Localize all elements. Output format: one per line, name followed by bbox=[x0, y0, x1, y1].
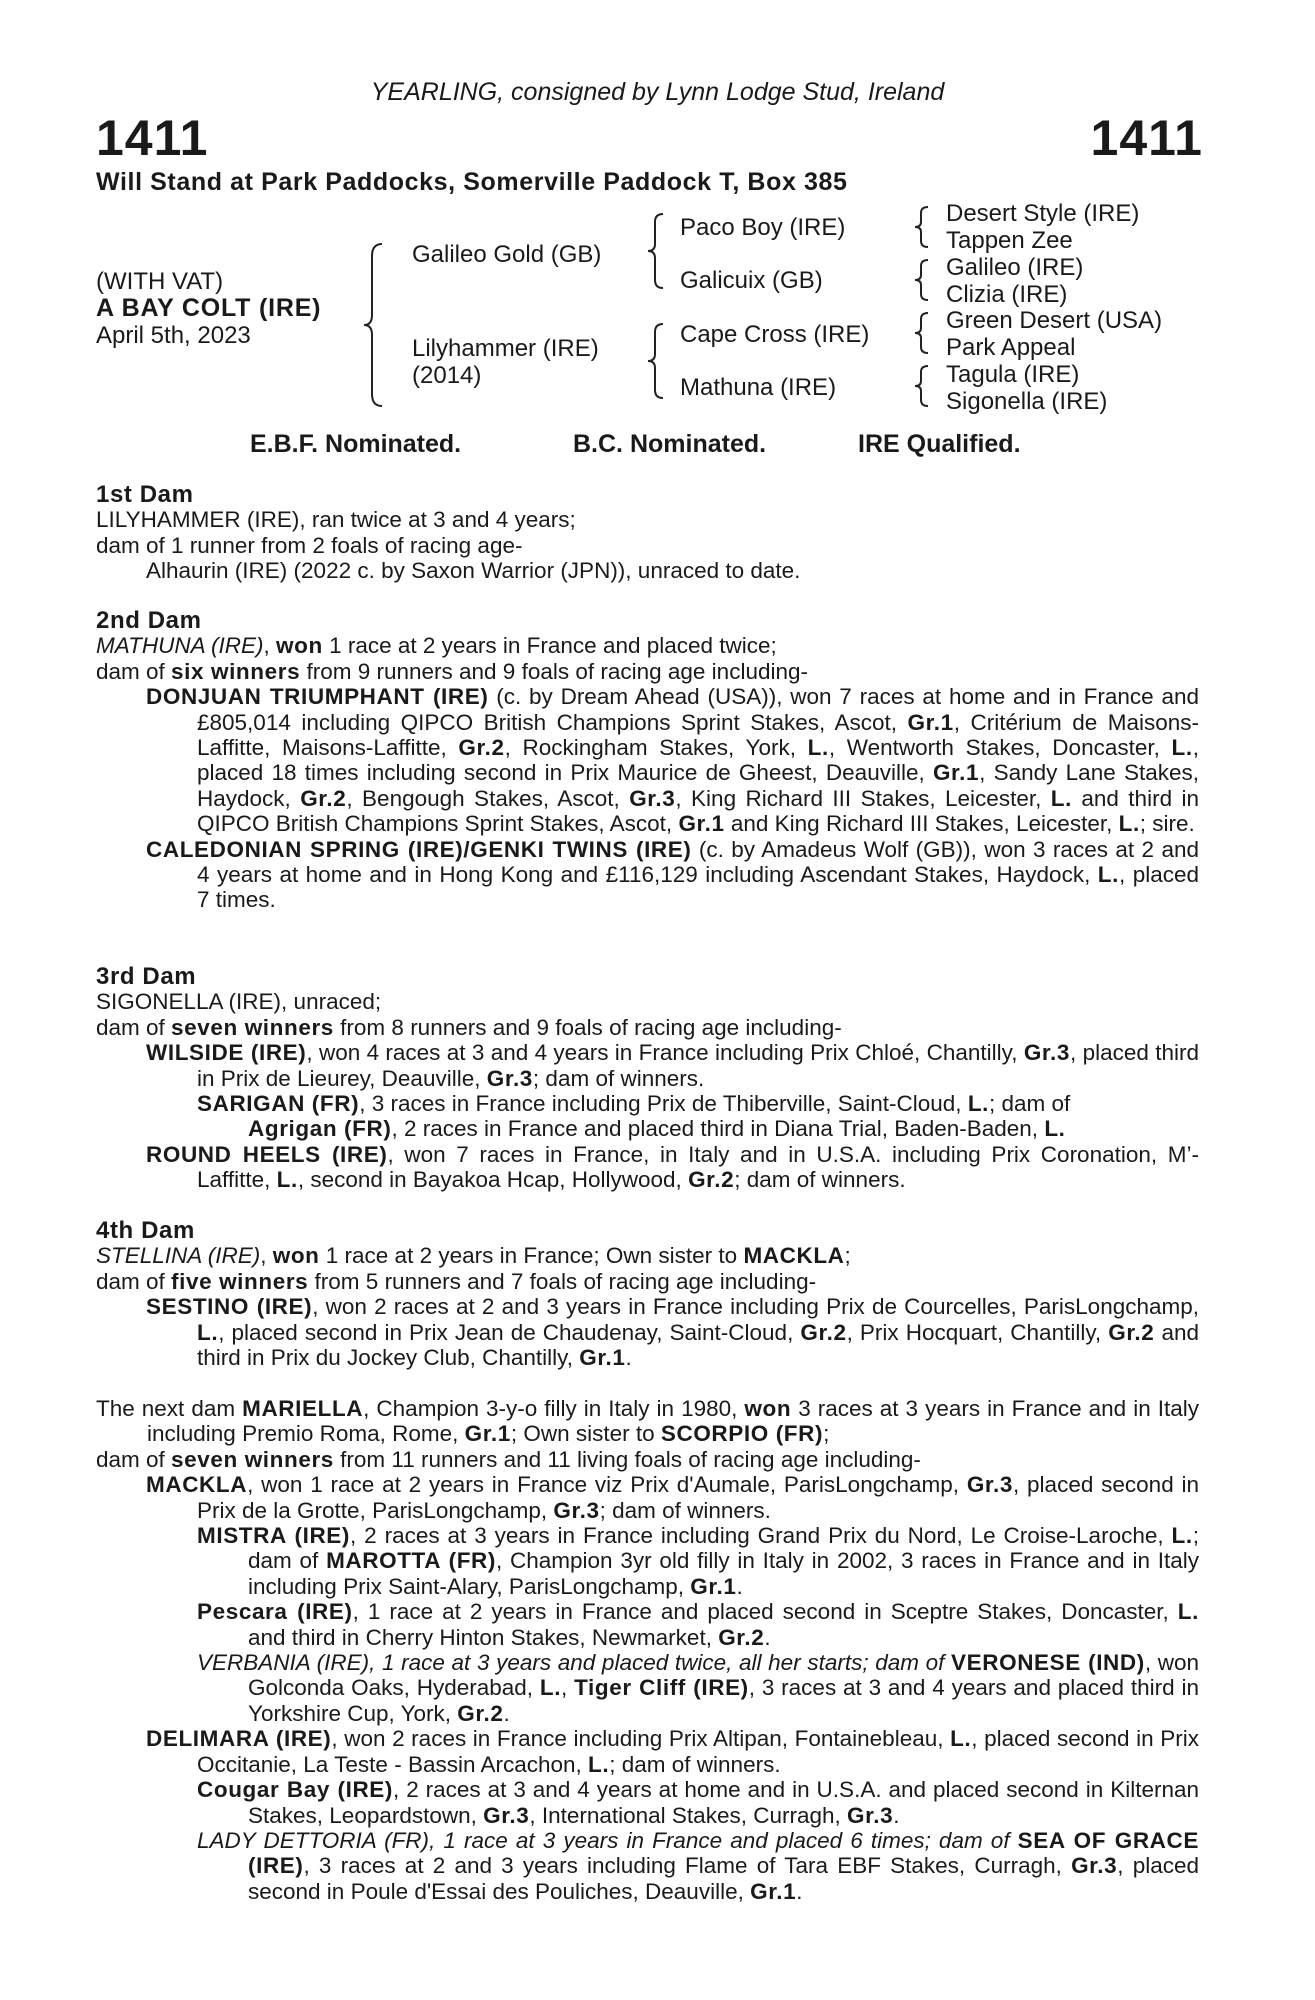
ebf-nominated: E.B.F. Nominated. bbox=[250, 430, 462, 458]
text: from 8 runners and 9 foals of racing age including- bbox=[333, 1014, 842, 1040]
text: , second in Bayakoa Hcap, Hollywood, bbox=[297, 1167, 689, 1193]
text: and third in Prix du Jockey Club, Chantilly, bbox=[197, 1319, 1200, 1371]
pedigree-bracket-dam bbox=[645, 320, 669, 402]
text: . bbox=[796, 1878, 803, 1904]
winners-count: six winners bbox=[171, 658, 301, 684]
text: 1 race at 2 years in France; Own sister to bbox=[319, 1243, 744, 1269]
third-dam-section bbox=[96, 964, 1199, 1193]
pedigree-sdd: Clizia (IRE) bbox=[946, 281, 1068, 308]
fourth-dam-line: STELLINA (IRE), won 1 race at 2 years in France; Own sister to MACKLA; bbox=[96, 1243, 851, 1269]
ire-qualified: IRE Qualified. bbox=[858, 430, 1021, 458]
text: . bbox=[625, 1345, 632, 1371]
grade: Gr.3 bbox=[553, 1497, 600, 1523]
consignment-subtitle: YEARLING, consigned by Lynn Lodge Stud, Ireland bbox=[370, 78, 945, 106]
text: , won 2 races at 2 and 3 years in France including Prix de Courcelles, ParisLongchamp, bbox=[312, 1294, 1199, 1320]
text: , 3 races at 3 and 4 years and placed third in Yorkshire Cup, York, bbox=[248, 1675, 1199, 1726]
text: , Rockingham Stakes, York, bbox=[504, 735, 808, 761]
produce-mackla bbox=[96, 1472, 1199, 1523]
next-dam-line bbox=[96, 1396, 1199, 1447]
next-dam-name: MARIELLA bbox=[242, 1396, 364, 1421]
first-dam-line: LILYHAMMER (IRE), ran twice at 3 and 4 years; bbox=[96, 507, 576, 533]
pedigree-sire-sire: Paco Boy (IRE) bbox=[680, 214, 846, 241]
text: , 3 races at 2 and 3 years including Flame of Tara EBF Stakes, Curragh, bbox=[303, 1853, 1072, 1879]
text: . bbox=[893, 1802, 900, 1828]
pedigree-bracket-ds bbox=[912, 310, 934, 356]
text: ; bbox=[823, 1421, 830, 1447]
third-dam-line: SIGONELLA (IRE), unraced; bbox=[96, 989, 382, 1015]
grade: L. bbox=[588, 1751, 610, 1777]
text: , Bengough Stakes, Ascot, bbox=[346, 785, 630, 811]
grade: L. bbox=[197, 1319, 219, 1345]
text: dam of bbox=[96, 1446, 172, 1472]
horse-name: Cougar Bay (IRE) bbox=[197, 1777, 394, 1803]
text: from 9 runners and 9 foals of racing age including- bbox=[300, 658, 808, 684]
grade: Gr.2 bbox=[300, 785, 347, 811]
grade: Gr.1 bbox=[678, 811, 725, 837]
produce-sestino bbox=[96, 1294, 1199, 1370]
foaling-date: April 5th, 2023 bbox=[96, 322, 251, 349]
horse-name: ROUND HEELS (IRE) bbox=[146, 1141, 388, 1167]
text: , placed 7 times. bbox=[197, 862, 1199, 913]
grade: Gr.2 bbox=[688, 1167, 735, 1193]
text: , won 1 race at 2 years in France viz Prix d'Aumale, ParisLongchamp, bbox=[247, 1472, 967, 1498]
fourth-dam-name: STELLINA (IRE) bbox=[96, 1243, 261, 1269]
horse-name: Tiger Cliff (IRE) bbox=[574, 1675, 749, 1701]
produce-delimara bbox=[96, 1726, 1199, 1777]
text: (c. by Amadeus Wolf (GB)), won 3 races at 2 and 4 years at home and in Hong Kong and £116,129 including Ascendant Stakes, Haydock, bbox=[197, 836, 1199, 888]
text: , won 2 races in France including Prix Altipan, Fontainebleau, bbox=[331, 1726, 951, 1752]
text: ; sire. bbox=[1139, 811, 1195, 837]
fourth-dam-produce-line bbox=[96, 1269, 1199, 1294]
grade: L. bbox=[539, 1675, 562, 1701]
produce-verbania bbox=[96, 1650, 1199, 1726]
text: , International Stakes, Curragh, bbox=[529, 1802, 847, 1828]
text: , placed second in Prix de la Grotte, ParisLongchamp, bbox=[197, 1472, 1200, 1523]
second-dam-produce-line bbox=[96, 659, 1199, 684]
grade: L. bbox=[1097, 862, 1119, 888]
grade: Gr.3 bbox=[1071, 1853, 1118, 1879]
text: , Prix Hocquart, Chantilly, bbox=[846, 1319, 1109, 1345]
pedigree-ddd: Sigonella (IRE) bbox=[946, 388, 1108, 415]
horse-name: WILSIDE (IRE) bbox=[146, 1040, 307, 1066]
grade: L. bbox=[276, 1167, 298, 1193]
grade: Gr.1 bbox=[907, 709, 954, 735]
text: , placed second in Prix Occitanie, La Teste - Bassin Arcachon, bbox=[197, 1726, 1199, 1777]
grade: L. bbox=[1171, 735, 1193, 761]
horse-name: Pescara (IRE) bbox=[197, 1599, 353, 1625]
grade: L. bbox=[950, 1726, 972, 1752]
third-dam-produce-line bbox=[96, 1015, 1199, 1040]
next-dam-produce-line bbox=[96, 1447, 1199, 1472]
text: 3 races at 3 years in France and in Italy including Premio Roma, Rome, bbox=[147, 1396, 1199, 1447]
pedigree-dsd: Park Appeal bbox=[946, 334, 1076, 361]
sister-name: MACKLA bbox=[743, 1243, 845, 1269]
horse-name: MACKLA bbox=[146, 1472, 248, 1498]
third-dam-heading: 3rd Dam bbox=[96, 963, 197, 990]
text: . bbox=[764, 1624, 771, 1650]
first-dam-foal: Alhaurin (IRE) (2022 c. by Saxon Warrior (JPN)), unraced to date. bbox=[146, 558, 801, 584]
pedigree-dam-sire: Cape Cross (IRE) bbox=[680, 321, 870, 348]
winners-count: seven winners bbox=[171, 1014, 334, 1040]
produce-lady-dettoria bbox=[96, 1828, 1199, 1904]
text: from 11 runners and 11 living foals of racing age including- bbox=[333, 1446, 921, 1472]
text: and King Richard III Stakes, Leicester, bbox=[724, 811, 1119, 837]
text: The next dam bbox=[96, 1396, 243, 1421]
text: , 1 race at 3 years in France and placed 6 times; dam of bbox=[429, 1827, 1018, 1853]
text: ; dam of bbox=[248, 1523, 1199, 1574]
pedigree-sss: Desert Style (IRE) bbox=[946, 200, 1140, 227]
produce-pescara bbox=[96, 1599, 1199, 1650]
horse-name: MISTRA (IRE) bbox=[197, 1523, 351, 1549]
horse-name: VERONESE (IND) bbox=[951, 1650, 1145, 1676]
won-label: won bbox=[272, 1243, 320, 1269]
pedigree-sire-dam: Galicuix (GB) bbox=[680, 267, 823, 294]
produce-cougar-bay bbox=[96, 1777, 1199, 1828]
won-label: won bbox=[276, 633, 323, 659]
grade: Gr.1 bbox=[932, 760, 980, 786]
grade: Gr.2 bbox=[457, 1700, 504, 1726]
text: , placed second in Prix Jean de Chaudenay, Saint-Cloud, bbox=[218, 1319, 801, 1345]
text: ; dam of winners. bbox=[734, 1167, 906, 1193]
fourth-dam-heading: 4th Dam bbox=[96, 1217, 195, 1244]
text: and third in QIPCO British Champions Sprint Stakes, Ascot, bbox=[197, 785, 1199, 837]
text: . bbox=[736, 1573, 743, 1599]
lot-number-right: 1411 bbox=[1090, 110, 1203, 166]
second-dam-section bbox=[96, 608, 1199, 913]
produce-round-heels bbox=[96, 1142, 1199, 1193]
produce-caledonian-spring bbox=[96, 837, 1199, 913]
text: , Critérium de Maisons-Laffitte, Maisons-Laffitte, bbox=[197, 709, 1200, 761]
text: , Sandy Lane Stakes, Haydock, bbox=[197, 760, 1199, 811]
pedigree-dam-year: (2014) bbox=[412, 362, 482, 389]
text: , 2 races at 3 and 4 years at home and in U.S.A. and placed second in Kilternan Stakes, Leopardstown, bbox=[248, 1777, 1199, 1828]
text: ; dam of bbox=[989, 1091, 1071, 1117]
text: , King Richard III Stakes, Leicester, bbox=[675, 785, 1051, 811]
bc-nominated: B.C. Nominated. bbox=[573, 430, 767, 458]
text: dam of bbox=[96, 1268, 172, 1294]
produce-agrigan bbox=[96, 1116, 1199, 1141]
text: ; bbox=[844, 1243, 851, 1269]
fourth-dam-section bbox=[96, 1218, 1199, 1370]
next-dam-section bbox=[96, 1396, 1199, 1904]
text: , 1 race at 2 years in France and placed second in Sceptre Stakes, Doncaster, bbox=[352, 1599, 1178, 1625]
grade: L. bbox=[1044, 1116, 1066, 1142]
text: (c. by Dream Ahead (USA)), won 7 races at home and in France and £805,014 including QIPCO British Champions Sprint Stakes, Ascot, bbox=[197, 684, 1199, 735]
grade: L. bbox=[967, 1091, 990, 1117]
text: , 1 race at 3 years and placed twice, all her starts; dam of bbox=[369, 1650, 952, 1676]
grade: Gr.3 bbox=[966, 1472, 1013, 1498]
pedigree-dam: Lilyhammer (IRE) bbox=[412, 335, 599, 362]
grade: Gr.2 bbox=[718, 1624, 765, 1650]
horse-name: SESTINO (IRE) bbox=[146, 1294, 313, 1320]
grade: Gr.3 bbox=[629, 785, 676, 811]
first-dam-section bbox=[96, 482, 1199, 584]
produce-mistra bbox=[96, 1523, 1199, 1599]
text: , placed second in Poule d'Essai des Pouliches, Deauville, bbox=[248, 1853, 1199, 1904]
pedigree-sire: Galileo Gold (GB) bbox=[412, 241, 602, 268]
winners-count: seven winners bbox=[171, 1446, 334, 1472]
text: , won 7 races in France, in Italy and in U.S.A. including Prix Coronation, M’-Laffitte, bbox=[197, 1141, 1199, 1193]
first-dam-produce-line: dam of 1 runner from 2 foals of racing age- bbox=[96, 532, 523, 558]
lot-number-left: 1411 bbox=[96, 110, 209, 166]
grade: L. bbox=[807, 735, 829, 761]
horse-name: VERBANIA (IRE) bbox=[197, 1650, 370, 1676]
text: , Champion 3yr old filly in Italy in 2002, 3 races in France and in Italy including Prix Saint-Alary, ParisLongchamp, bbox=[248, 1548, 1199, 1599]
produce-donjuan-triumphant bbox=[96, 684, 1199, 836]
text: dam of bbox=[96, 1014, 172, 1040]
sister-name: SCORPIO (FR) bbox=[660, 1421, 824, 1447]
horse-name: CALEDONIAN SPRING (IRE)/GENKI TWINS (IRE) bbox=[146, 836, 692, 862]
stand-location: Will Stand at Park Paddocks, Somerville Paddock T, Box 385 bbox=[96, 168, 848, 196]
second-dam-heading: 2nd Dam bbox=[96, 607, 202, 634]
pedigree-bracket-ss bbox=[912, 204, 934, 250]
horse-name: MAROTTA (FR) bbox=[326, 1548, 496, 1574]
text: , 2 races at 3 years in France including Grand Prix du Nord, Le Croise-Laroche, bbox=[350, 1523, 1172, 1549]
horse-name: Agrigan (FR) bbox=[248, 1116, 392, 1142]
horse-name: SARIGAN (FR) bbox=[197, 1091, 360, 1117]
grade: Gr.3 bbox=[486, 1065, 533, 1091]
horse-name: A BAY COLT (IRE) bbox=[96, 294, 322, 322]
grade: Gr.3 bbox=[1023, 1040, 1070, 1066]
won-label: won bbox=[744, 1396, 792, 1421]
grade: L. bbox=[1118, 811, 1140, 837]
grade: Gr.2 bbox=[458, 735, 505, 761]
text: ; dam of winners. bbox=[609, 1751, 781, 1777]
text: from 5 runners and 7 foals of racing age including- bbox=[308, 1268, 817, 1294]
grade: L. bbox=[1171, 1523, 1193, 1549]
text: , Champion 3-y-o filly in Italy in 1980, bbox=[363, 1396, 745, 1421]
grade: Gr.1 bbox=[690, 1573, 737, 1599]
grade: Gr.3 bbox=[847, 1802, 894, 1828]
vat-label: (WITH VAT) bbox=[96, 268, 224, 295]
grade: Gr.2 bbox=[800, 1319, 847, 1345]
text: , placed third in Prix de Lieurey, Deauville, bbox=[197, 1040, 1199, 1091]
pedigree-bracket-sd bbox=[912, 257, 934, 303]
text: , placed 18 times including second in Prix Maurice de Gheest, Deauville, bbox=[197, 735, 1199, 786]
text: ; dam of winners. bbox=[532, 1065, 705, 1091]
horse-name: LADY DETTORIA (FR) bbox=[197, 1827, 430, 1853]
grade: Gr.2 bbox=[1108, 1319, 1155, 1345]
pedigree-dam-dam: Mathuna (IRE) bbox=[680, 374, 837, 401]
text: ; Own sister to bbox=[510, 1421, 661, 1447]
horse-name: SEA OF GRACE (IRE) bbox=[248, 1827, 1199, 1879]
pedigree-bracket-dd bbox=[912, 363, 934, 409]
second-dam-name: MATHUNA (IRE) bbox=[96, 633, 264, 659]
text: , won Golconda Oaks, Hyderabad, bbox=[248, 1650, 1200, 1701]
produce-wilside bbox=[96, 1040, 1199, 1091]
pedigree-bracket-sire bbox=[645, 210, 669, 292]
horse-name: DONJUAN TRIUMPHANT (IRE) bbox=[146, 684, 489, 710]
text: , won 4 races at 3 and 4 years in France including Prix Chloé, Chantilly, bbox=[306, 1040, 1024, 1066]
text: ; dam of winners. bbox=[599, 1497, 771, 1523]
text: , bbox=[561, 1675, 575, 1701]
grade: Gr.1 bbox=[750, 1878, 797, 1904]
grade: Gr.3 bbox=[483, 1802, 530, 1828]
winners-count: five winners bbox=[171, 1268, 309, 1294]
grade: Gr.1 bbox=[579, 1345, 626, 1371]
text: , 3 races in France including Prix de Thiberville, Saint-Cloud, bbox=[359, 1091, 968, 1117]
pedigree-dss: Green Desert (USA) bbox=[946, 307, 1163, 334]
pedigree-ssd: Tappen Zee bbox=[946, 227, 1073, 254]
text: , Wentworth Stakes, Doncaster, bbox=[828, 735, 1172, 761]
pedigree-sds: Galileo (IRE) bbox=[946, 254, 1084, 281]
text: 1 race at 2 years in France and placed twice; bbox=[322, 633, 777, 659]
grade: L. bbox=[1177, 1599, 1199, 1625]
text: , 2 races in France and placed third in Diana Trial, Baden-Baden, bbox=[391, 1116, 1045, 1142]
pedigree-dds: Tagula (IRE) bbox=[946, 361, 1080, 388]
grade: Gr.1 bbox=[464, 1421, 511, 1447]
text: dam of bbox=[96, 658, 172, 684]
horse-name: DELIMARA (IRE) bbox=[146, 1726, 332, 1752]
first-dam-heading: 1st Dam bbox=[96, 481, 194, 508]
produce-sarigan bbox=[96, 1091, 1199, 1116]
text: . bbox=[503, 1700, 510, 1726]
pedigree-bracket-main bbox=[360, 240, 390, 410]
grade: L. bbox=[1050, 785, 1072, 811]
second-dam-line: MATHUNA (IRE), won 1 race at 2 years in France and placed twice; bbox=[96, 633, 777, 659]
text: and third in Cherry Hinton Stakes, Newmarket, bbox=[248, 1624, 719, 1650]
